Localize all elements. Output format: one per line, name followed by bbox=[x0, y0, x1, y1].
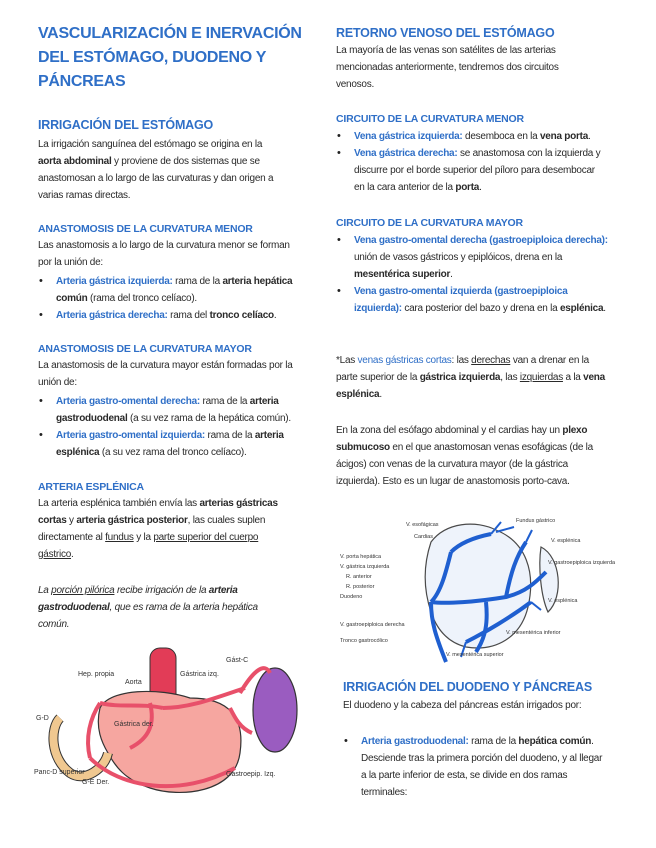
text-fragment: y bbox=[66, 515, 77, 526]
title-line-2: DEL ESTÓMAGO, DUODENO Y bbox=[38, 49, 267, 66]
vein-label: V. esplénica bbox=[548, 598, 578, 604]
vein-label: V. gastroepiploica izquierda bbox=[548, 560, 616, 566]
list-item bbox=[38, 273, 293, 307]
vein-label: Duodeno bbox=[340, 594, 363, 600]
bold-term: arteria gastroduodenal bbox=[56, 396, 279, 424]
stomach-arteries-figure bbox=[30, 648, 300, 808]
text-fragment: , las cuales suplen directamente al bbox=[38, 515, 266, 543]
heading-arteria-esplenica: ARTERIA ESPLÉNICA bbox=[38, 481, 144, 493]
vein-label: V. gastroepiploica derecha bbox=[340, 622, 405, 628]
text-fragment: rama de la bbox=[205, 430, 255, 441]
text-fragment: La irrigación sanguínea del estómago se origina en la bbox=[38, 139, 263, 150]
list-item bbox=[38, 393, 296, 427]
text-fragment: en el que anastomosan venas esofágicas (de la ácigos) con venas de la curvatura mayor (de la gástrica izquierda). Esto es un lugar de anastomosis porto-cava. bbox=[336, 442, 593, 487]
text-fragment: . bbox=[450, 269, 453, 280]
vein-label: R. posterior bbox=[346, 584, 375, 590]
vein-label: V. mesentérica superior bbox=[446, 652, 504, 658]
fig-label-gast-izq: Gástrica izq. bbox=[180, 671, 219, 678]
bold-term: aorta abdominal bbox=[38, 156, 112, 167]
vein-name: Vena gástrica derecha: bbox=[354, 148, 458, 159]
text-fragment: desemboca en la bbox=[462, 131, 540, 142]
heading-circuito-mayor: CIRCUITO DE LA CURVATURA MAYOR bbox=[336, 217, 523, 229]
underlined-term: izquierdas bbox=[519, 372, 563, 383]
list-circuito-mayor bbox=[336, 232, 608, 317]
bold-term: mesentérica superior bbox=[354, 269, 451, 280]
text-fragment: rama de la bbox=[199, 396, 250, 407]
heading-anastomosis-mayor: ANASTOMOSIS DE LA CURVATURA MAYOR bbox=[38, 343, 252, 355]
bold-term: plexo submucoso bbox=[336, 425, 588, 453]
text-fragment: . bbox=[588, 131, 591, 142]
fig-label-panc: Panc-D superior bbox=[34, 769, 85, 776]
text-fragment: . bbox=[273, 310, 277, 321]
text-fragment: En la zona del esófago abdominal y el cardias hay un bbox=[336, 425, 563, 436]
vein-label: V. porta hepática bbox=[340, 554, 382, 560]
bold-term: porta bbox=[455, 182, 480, 193]
bold-term: arteria hepática común bbox=[56, 276, 293, 304]
heading-retorno-venoso: RETORNO VENOSO DEL ESTÓMAGO bbox=[336, 26, 555, 40]
underlined-term: derechas bbox=[471, 355, 511, 366]
text-fragment: van a drenar en la parte superior de la bbox=[336, 355, 589, 383]
text-fragment: rama de la bbox=[172, 276, 223, 287]
bold-term: vena porta bbox=[539, 131, 589, 142]
vein-label: V. gástrica izquierda bbox=[340, 564, 390, 570]
bold-term: arteria gastroduodenal bbox=[38, 585, 238, 613]
list-item bbox=[38, 427, 296, 461]
text-fragment: cara posterior del bazo y drena en la bbox=[401, 303, 560, 314]
vein-label: V. esplénica bbox=[551, 538, 581, 544]
venous-drainage-figure bbox=[336, 512, 616, 667]
bold-term: tronco celíaco bbox=[209, 310, 274, 321]
list-item bbox=[343, 733, 608, 801]
text-fragment: . Desciende tras la primera porción del duodeno, y al llegar a la parte inferior de esta, se divide en dos ramas terminales: bbox=[361, 736, 603, 798]
list-item bbox=[38, 307, 293, 324]
paragraph-pilorica bbox=[38, 582, 283, 633]
paragraph-plexo bbox=[336, 422, 608, 490]
vein-name: Vena gastro-omental derecha (gastroepiploica derecha): bbox=[354, 235, 608, 246]
list-item bbox=[336, 128, 608, 145]
text-fragment: y proviene de dos sistemas que se anastomosan a lo largo de las curvaturas y dan origen a varias ramas directas. bbox=[38, 156, 274, 201]
text-fragment: a la bbox=[562, 372, 584, 383]
bold-term: gástrica izquierda bbox=[419, 372, 501, 383]
paragraph-menor-intro: Las anastomosis a lo largo de la curvatura menor se forman por la unión de: bbox=[38, 240, 290, 268]
text-fragment: , que es rama de la arteria hepática común. bbox=[38, 602, 258, 630]
title-line-3: PÁNCREAS bbox=[38, 73, 126, 90]
fig-label-aorta: Aorta bbox=[125, 679, 142, 686]
artery-name: Arteria gastro-omental izquierda: bbox=[56, 430, 206, 441]
fig-label-gast-der: Gástrica der. bbox=[114, 721, 154, 728]
bold-term: hepática común bbox=[518, 736, 592, 747]
text-fragment: La bbox=[38, 585, 52, 596]
list-mayor bbox=[38, 393, 296, 461]
text-fragment: (a su vez rama del tronco celíaco). bbox=[99, 447, 247, 458]
fig-label-hep: Hep. propia bbox=[78, 671, 115, 678]
text-fragment: rama de la bbox=[468, 736, 519, 747]
underlined-term: porción pilórica bbox=[51, 585, 115, 596]
heading-anastomosis-menor: ANASTOMOSIS DE LA CURVATURA MENOR bbox=[38, 223, 253, 235]
heading-irrigacion-estomago: IRRIGACIÓN DEL ESTÓMAGO bbox=[38, 118, 214, 132]
spleen-shape bbox=[253, 668, 297, 752]
vein-name: Vena gastro-omental izquierda (gastroepiploica izquierda): bbox=[354, 286, 568, 314]
list-menor bbox=[38, 273, 293, 324]
blue-term: venas gástricas cortas bbox=[357, 355, 452, 366]
vein-label: V. mesentérica inferior bbox=[506, 630, 561, 636]
text-fragment: (a su vez rama de la hepática común). bbox=[127, 413, 291, 424]
text-fragment: y la bbox=[133, 532, 154, 543]
artery-name: Arteria gástrica izquierda: bbox=[56, 276, 173, 287]
bold-term: arteria esplénica bbox=[56, 430, 284, 458]
underlined-term: fundus bbox=[105, 532, 134, 543]
bold-term: vena esplénica bbox=[336, 372, 605, 400]
vein-label: Fundus gástrico bbox=[516, 518, 556, 524]
bold-term: arteria gástrica posterior bbox=[76, 515, 188, 526]
page-title bbox=[38, 22, 308, 94]
vein-label: R. anterior bbox=[346, 574, 372, 580]
fig-label-gd: G-D bbox=[36, 715, 49, 722]
vein-name: Vena gástrica izquierda: bbox=[354, 131, 463, 142]
list-item bbox=[336, 283, 608, 317]
artery-name: Arteria gástrica derecha: bbox=[56, 310, 168, 321]
text-fragment: (rama del tronco celíaco). bbox=[87, 293, 197, 304]
text-fragment: : las bbox=[451, 355, 472, 366]
artery-name: Arteria gastroduodenal: bbox=[361, 736, 469, 747]
list-duodeno bbox=[343, 733, 608, 801]
underlined-term: parte superior del cuerpo gástrico bbox=[38, 532, 259, 560]
list-item bbox=[336, 232, 608, 283]
list-circuito-menor bbox=[336, 128, 608, 196]
list-item bbox=[336, 145, 608, 196]
vein-label: Tronco gastrocólico bbox=[340, 638, 388, 644]
fig-label-gast-c: Gást-C bbox=[226, 657, 249, 664]
fig-label-gastroepip: Gastroepip. Izq. bbox=[226, 771, 276, 778]
fig-label-ge-der: G-E Der. bbox=[82, 779, 110, 786]
heading-irrigacion-duodeno: IRRIGACIÓN DEL DUODENO Y PÁNCREAS bbox=[343, 680, 592, 694]
vein-label: Cardias bbox=[414, 534, 433, 540]
text-fragment: . bbox=[379, 389, 382, 400]
title-line-1: VASCULARIZACIÓN E INERVACIÓN bbox=[38, 25, 302, 42]
vein-label: V. esofágicas bbox=[406, 522, 439, 528]
paragraph-irrigacion bbox=[38, 136, 283, 204]
artery-name: Arteria gastro-omental derecha: bbox=[56, 396, 200, 407]
text-fragment: se anastomosa con la izquierda y discurre por el borde superior del píloro para desembocar en la cara anterior de la bbox=[354, 148, 601, 193]
text-fragment: rama del bbox=[167, 310, 210, 321]
text-fragment: . bbox=[71, 549, 74, 560]
heading-circuito-menor: CIRCUITO DE LA CURVATURA MENOR bbox=[336, 113, 524, 125]
paragraph-duodeno-intro: El duodeno y la cabeza del páncreas están irrigados por: bbox=[343, 700, 582, 711]
text-fragment: recibe irrigación de la bbox=[114, 585, 209, 596]
text-fragment: *Las bbox=[336, 355, 358, 366]
text-fragment: . bbox=[479, 182, 482, 193]
bold-term: esplénica bbox=[559, 303, 604, 314]
text-fragment: , las bbox=[500, 372, 520, 383]
paragraph-mayor-intro: La anastomosis de la curvatura mayor están formadas por la unión de: bbox=[38, 360, 293, 388]
paragraph-retorno: La mayoría de las venas son satélites de las arterias mencionadas anteriormente, tendremos dos circuitos venosos. bbox=[336, 45, 559, 90]
bold-term: arterias gástricas cortas bbox=[38, 498, 278, 526]
text-fragment: . bbox=[603, 303, 606, 314]
text-fragment: La arteria esplénica también envía las bbox=[38, 498, 200, 509]
text-fragment: unión de vasos gástricos y epiplóicos, drena en la bbox=[354, 252, 563, 263]
paragraph-venas-cortas bbox=[336, 352, 606, 403]
paragraph-esplenica bbox=[38, 495, 293, 563]
